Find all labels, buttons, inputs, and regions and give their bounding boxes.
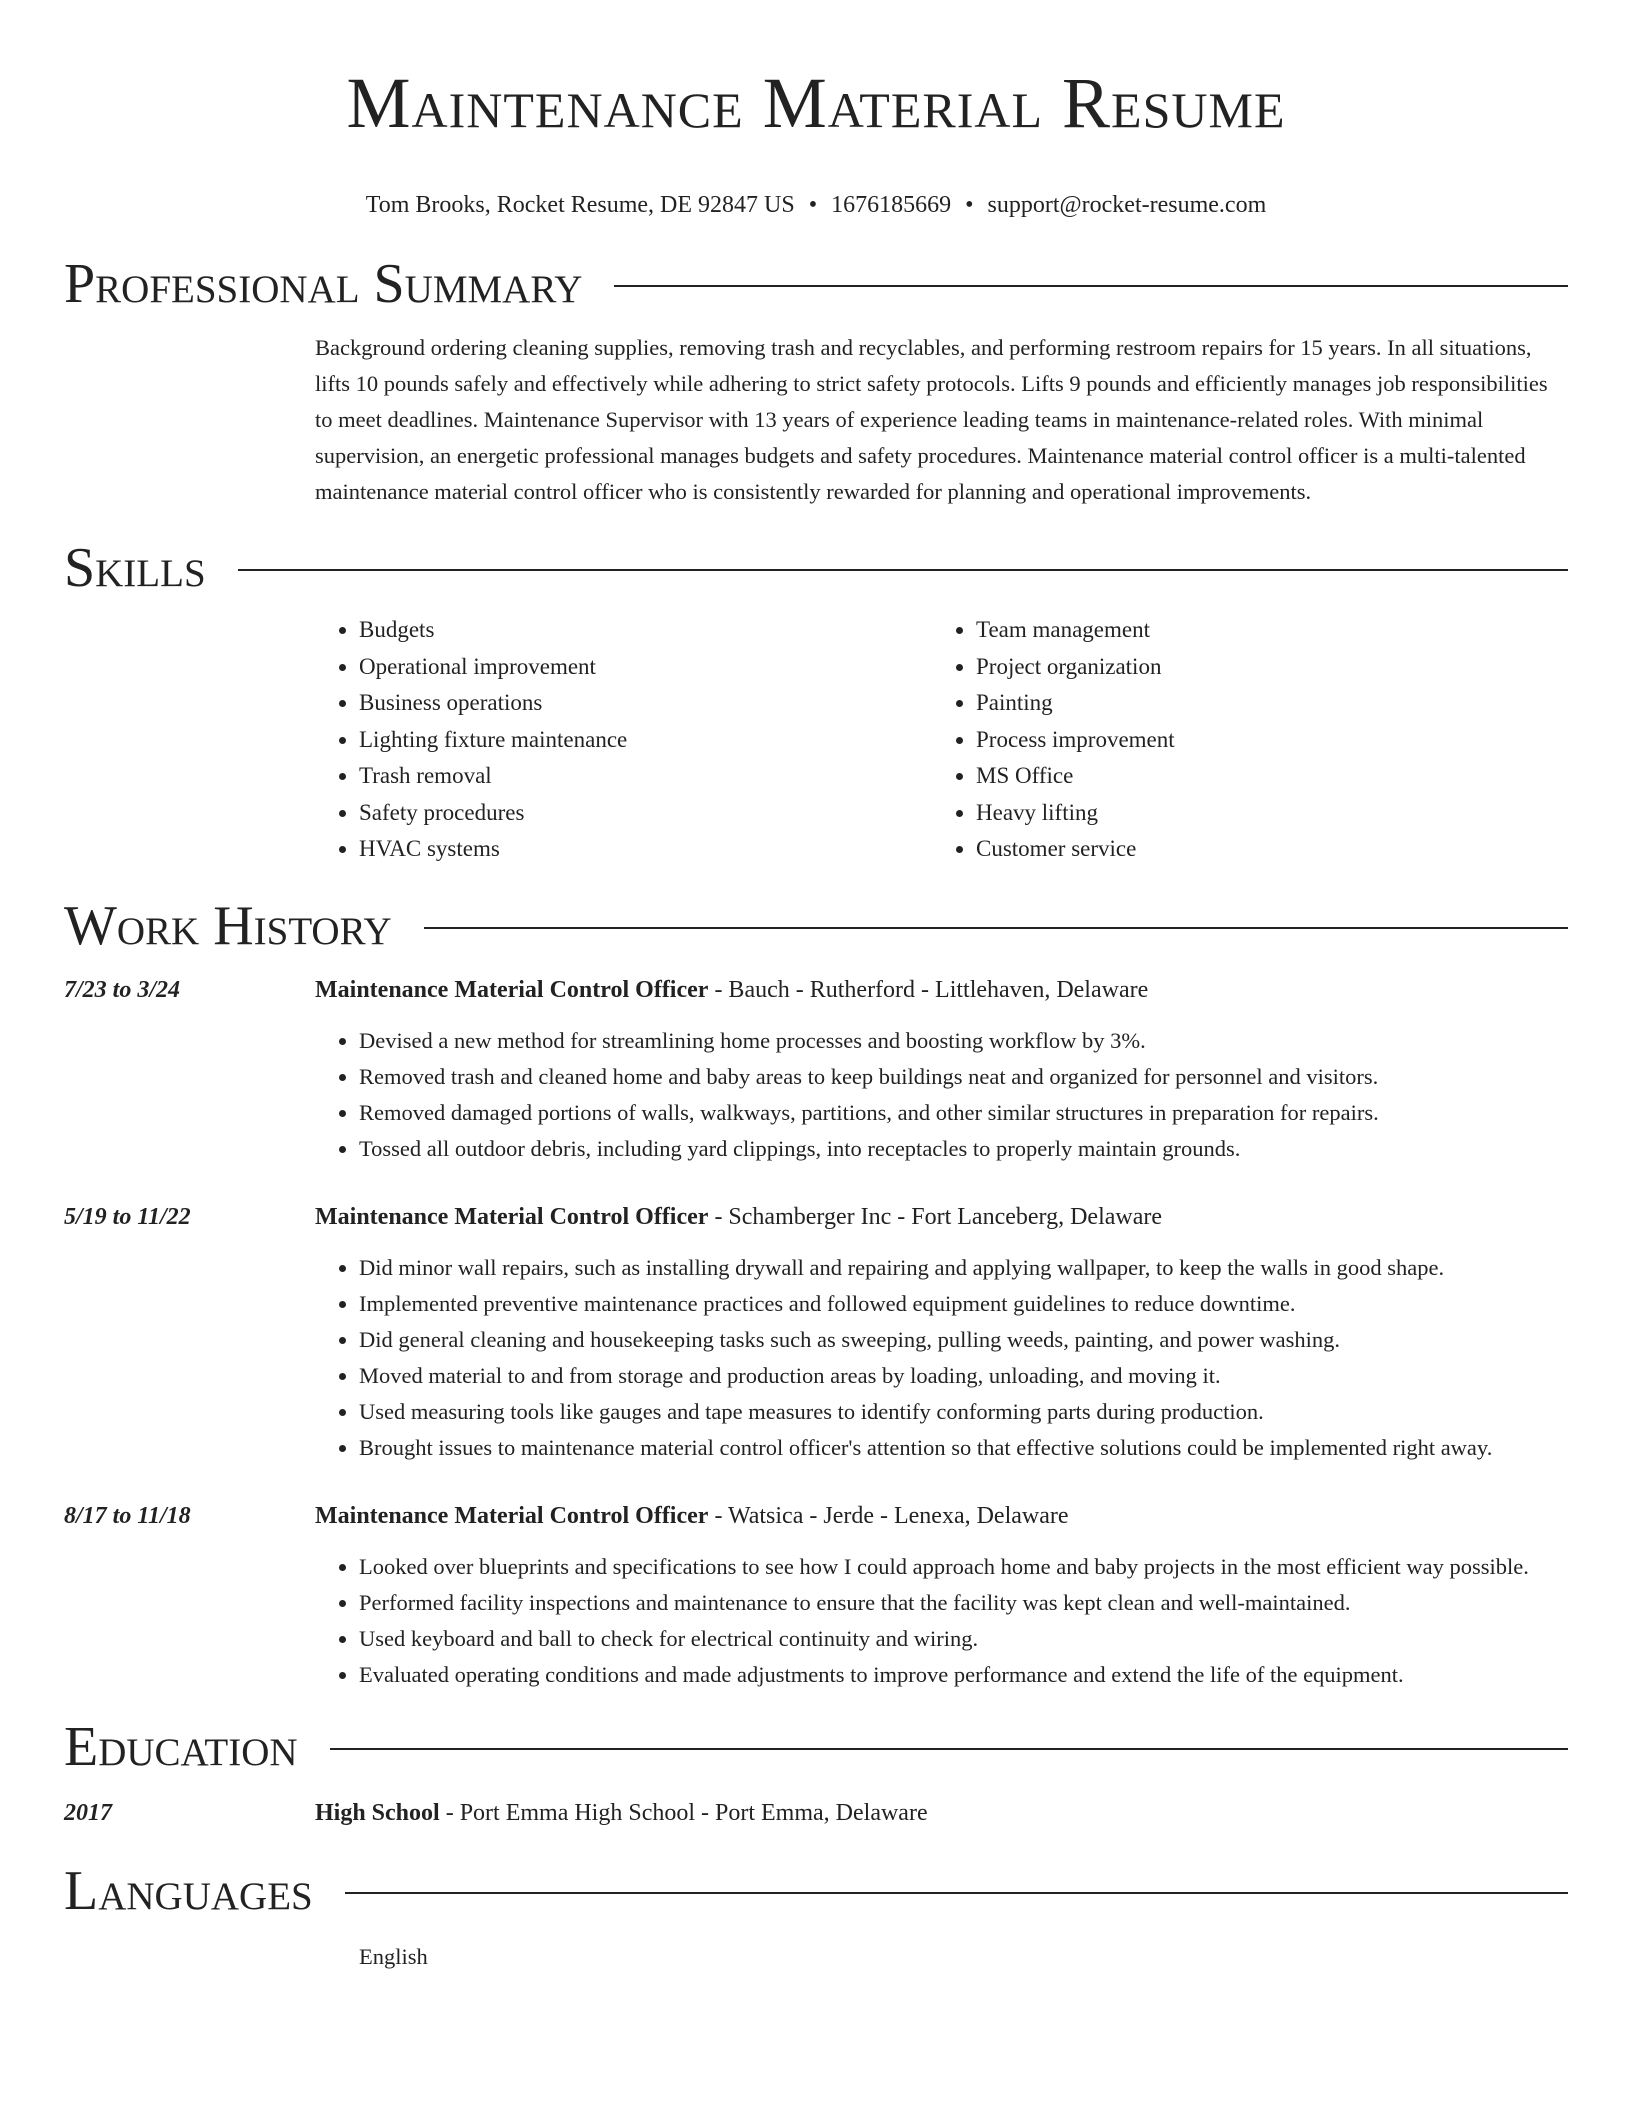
job-bullet: • Used measuring tools like gauges and tape measures to identify conforming parts during production. bbox=[359, 1394, 1568, 1430]
job-bullet: • Performed facility inspections and maintenance to ensure that the facility was kept clean and well-maintained. bbox=[359, 1585, 1568, 1621]
job-title: Maintenance Material Control Officer bbox=[315, 1203, 709, 1230]
languages-heading: Languages bbox=[64, 1859, 313, 1922]
job-employer: - Watsica - Jerde - Lenexa, Delaware bbox=[708, 1502, 1069, 1529]
skill-item: • MS Office bbox=[976, 758, 1549, 795]
education-year: 2017 bbox=[64, 1799, 112, 1826]
contact-email[interactable]: support@rocket-resume.com bbox=[987, 192, 1267, 218]
summary-body bbox=[315, 330, 1568, 510]
job-bullets bbox=[315, 1250, 1568, 1466]
skill-item: • Heavy lifting bbox=[976, 795, 1549, 832]
education-heading: Education bbox=[64, 1715, 298, 1778]
skill-item: • Project organization bbox=[976, 649, 1549, 686]
section-divider bbox=[238, 569, 1568, 571]
work-heading: Work History bbox=[64, 894, 392, 957]
skill-item: • Customer service bbox=[976, 831, 1549, 868]
job-dates: 8/17 to 11/18 bbox=[64, 1502, 191, 1529]
contact-phone: 1676185669 bbox=[831, 192, 952, 218]
job-title: Maintenance Material Control Officer bbox=[315, 1502, 709, 1529]
job-dates: 5/19 to 11/22 bbox=[64, 1203, 191, 1230]
education-school: - Port Emma High School - Port Emma, Delaware bbox=[439, 1799, 928, 1826]
skill-item: • Trash removal bbox=[359, 758, 932, 795]
job-header bbox=[64, 974, 1568, 1006]
skill-item: • Team management bbox=[976, 612, 1549, 649]
skill-item: • Process improvement bbox=[976, 722, 1549, 759]
work-section-header bbox=[64, 894, 1568, 958]
job-bullet-list bbox=[315, 1250, 1568, 1466]
skill-item: • Safety procedures bbox=[359, 795, 932, 832]
languages-section-header bbox=[64, 1859, 1568, 1923]
job-bullet: • Used keyboard and ball to check for electrical continuity and wiring. bbox=[359, 1621, 1568, 1657]
skills-column-right bbox=[932, 612, 1549, 868]
job-bullet: • Removed trash and cleaned home and baby areas to keep buildings neat and organized for personnel and visitors. bbox=[359, 1059, 1568, 1095]
job-bullet: • Implemented preventive maintenance practices and followed equipment guidelines to reduce downtime. bbox=[359, 1286, 1568, 1322]
job-title-line bbox=[315, 974, 1148, 1006]
skills-section-header bbox=[64, 536, 1568, 600]
contact-separator: • bbox=[808, 192, 818, 218]
job-bullet: • Evaluated operating conditions and made adjustments to improve performance and extend the life of the equipment. bbox=[359, 1657, 1568, 1693]
resume-title: Maintenance Material Resume bbox=[346, 63, 1286, 143]
job-bullet: • Tossed all outdoor debris, including yard clippings, into receptacles to properly maintain grounds. bbox=[359, 1131, 1568, 1167]
job-bullet: • Removed damaged portions of walls, walkways, partitions, and other similar structures in preparation for repairs. bbox=[359, 1095, 1568, 1131]
section-divider bbox=[330, 1748, 1568, 1750]
job-title-line bbox=[315, 1500, 1069, 1532]
skill-item: • Operational improvement bbox=[359, 649, 932, 686]
job-title-line bbox=[315, 1201, 1162, 1233]
contact-line bbox=[64, 190, 1568, 220]
job-dates: 7/23 to 3/24 bbox=[64, 976, 181, 1003]
skill-item: • Budgets bbox=[359, 612, 932, 649]
summary-text: Background ordering cleaning supplies, removing trash and recyclables, and performing restroom repairs for 15 years. In all situations, lifts 10 pounds safely and effectively while adhering to strict safety protocols. Lifts 9 pounds and efficiently manages job responsibilities to meet deadlines. Maintenance Supervisor with 13 years of experience leading teams in maintenance-related roles. With minimal supervision, an energetic professional manages budgets and safety procedures. Maintenance material control officer is a multi-talented maintenance material control officer who is consistently rewarded for planning and operational improvements. bbox=[315, 335, 1548, 504]
job-bullet-list bbox=[315, 1549, 1568, 1693]
skills-heading: Skills bbox=[64, 537, 206, 599]
skill-item: • Business operations bbox=[359, 685, 932, 722]
job-entry bbox=[64, 974, 1568, 1167]
job-employer: - Bauch - Rutherford - Littlehaven, Delaware bbox=[708, 976, 1149, 1003]
education-section-header bbox=[64, 1715, 1568, 1779]
job-entry bbox=[64, 1500, 1568, 1693]
language-item: English bbox=[359, 1943, 428, 1969]
job-bullet: • Did general cleaning and housekeeping tasks such as sweeping, pulling weeds, painting, and power washing. bbox=[359, 1322, 1568, 1358]
contact-address: Tom Brooks, Rocket Resume, DE 92847 US bbox=[365, 192, 795, 218]
job-bullet: • Did minor wall repairs, such as installing drywall and repairing and applying wallpaper, to keep the walls in good shape. bbox=[359, 1250, 1568, 1286]
job-bullet: • Moved material to and from storage and production areas by loading, unloading, and moving it. bbox=[359, 1358, 1568, 1394]
job-header bbox=[64, 1500, 1568, 1532]
job-employer: - Schamberger Inc - Fort Lanceberg, Delaware bbox=[708, 1203, 1163, 1230]
education-entry bbox=[64, 1797, 1568, 1829]
education-line bbox=[315, 1797, 928, 1829]
job-entry bbox=[64, 1201, 1568, 1466]
job-bullet: • Devised a new method for streamlining home processes and boosting workflow by 3%. bbox=[359, 1023, 1568, 1059]
job-title: Maintenance Material Control Officer bbox=[315, 976, 709, 1003]
skill-item: • HVAC systems bbox=[359, 831, 932, 868]
job-header bbox=[64, 1201, 1568, 1233]
skill-item: • Painting bbox=[976, 685, 1549, 722]
job-bullet-list bbox=[315, 1023, 1568, 1167]
section-divider bbox=[614, 285, 1568, 287]
skill-item: • Lighting fixture maintenance bbox=[359, 722, 932, 759]
job-bullet: • Brought issues to maintenance material control officer's attention so that effective solutions could be implemented right away. bbox=[359, 1430, 1568, 1466]
skills-list bbox=[315, 612, 1568, 868]
section-divider bbox=[345, 1892, 1568, 1894]
resume-page bbox=[64, 0, 1568, 1973]
job-bullets bbox=[315, 1549, 1568, 1693]
job-bullet: • Looked over blueprints and specifications to see how I could approach home and baby projects in the most efficient way possible. bbox=[359, 1549, 1568, 1585]
section-divider bbox=[424, 927, 1568, 929]
summary-heading: Professional Summary bbox=[64, 253, 583, 315]
skills-column-left bbox=[315, 612, 932, 868]
summary-section-header bbox=[64, 252, 1568, 316]
education-degree: High School bbox=[315, 1799, 440, 1826]
contact-separator: • bbox=[965, 192, 974, 218]
job-bullets bbox=[315, 1023, 1568, 1167]
languages-list bbox=[315, 1941, 1568, 1973]
